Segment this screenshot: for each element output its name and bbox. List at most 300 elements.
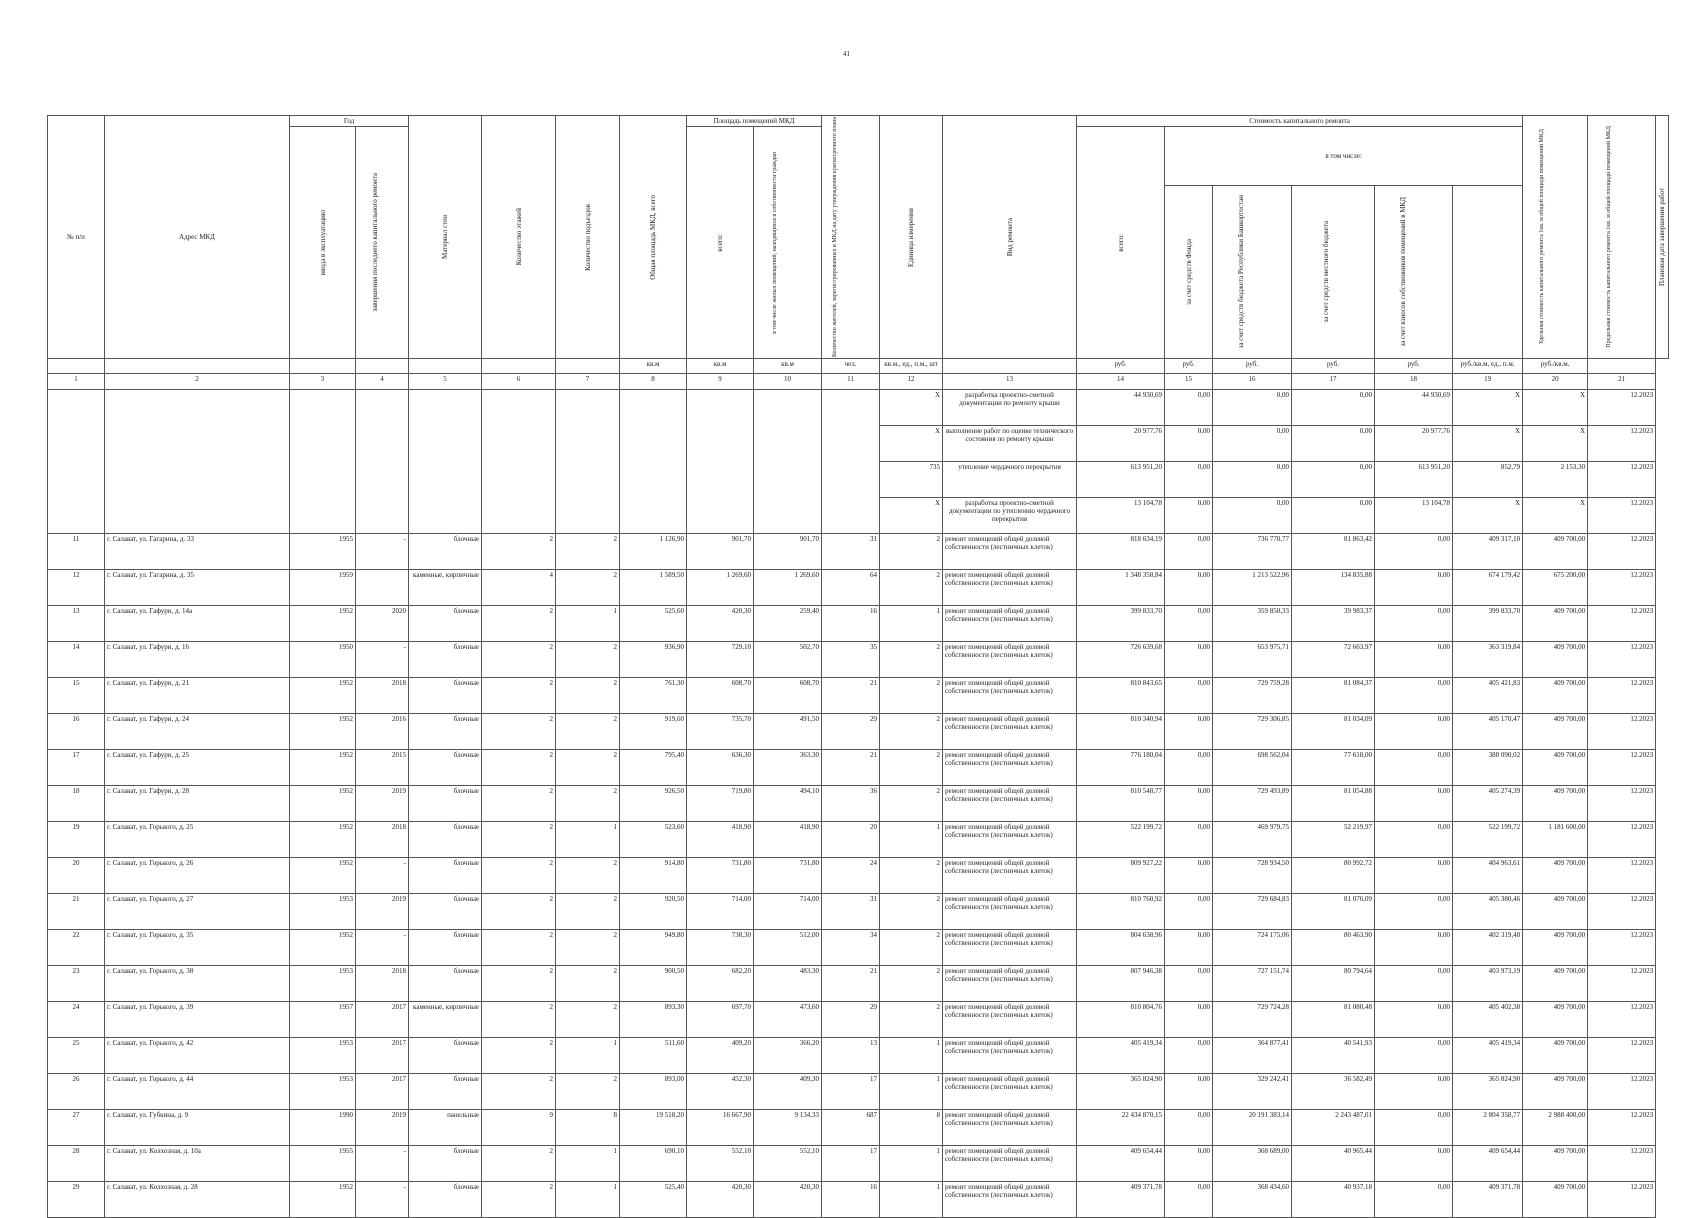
cell-entrances: 2 [556,1002,620,1038]
cell-num: 13 [48,606,105,642]
cell-limit-cost: 409 700,00 [1523,1038,1588,1074]
cell-cost-total: 613 951,20 [1077,462,1165,498]
cell-year-commission: 1952 [290,606,356,642]
cell-year-commission: 1953 [290,1038,356,1074]
cell-wall-material: блочные [409,822,482,858]
cell-premises-fund: 491,50 [754,714,822,750]
cell-cost-republic: 1 213 522,96 [1213,570,1292,606]
table-row [48,678,1669,714]
cell-quantity: 1 [880,1146,943,1182]
cell-cost-owners: 0,00 [1375,1002,1453,1038]
cell-num: 18 [48,786,105,822]
column-index: 14 [1077,374,1165,390]
cell-repair-type: ремонт помещений общей долевой собственности (лестничных клеток) [943,1110,1077,1146]
cell-address: г. Салават, ул. Гагарина, д. 35 [105,570,290,606]
cell-floors: 2 [482,1002,556,1038]
cell-cost-republic: 728 934,50 [1213,858,1292,894]
table-row [48,966,1669,1002]
cell-wall-material: блочные [409,606,482,642]
table-row [48,534,1669,570]
unit-cost-republic: руб. [1213,359,1292,374]
cell-year-commission: 1990 [290,1110,356,1146]
cell-premises-fund: 259,40 [754,606,822,642]
cell-cost-total: 409 654,44 [1077,1146,1165,1182]
cell-premises-total: 682,20 [687,966,754,1002]
cell-num: 16 [48,714,105,750]
cell-cost-owners: 0,00 [1375,570,1453,606]
cell-unit-cost: 409 317,10 [1453,534,1523,570]
cell-limit-cost: 409 700,00 [1523,606,1588,642]
cell-num: 20 [48,858,105,894]
cell-entrances: 2 [556,966,620,1002]
cell-residents: 21 [822,750,880,786]
cell-cost-owners: 0,00 [1375,714,1453,750]
cell-deadline: 12.2023 [1588,498,1656,534]
cell-address: г. Салават, ул. Колхозная, д. 28 [105,1182,290,1218]
cell-deadline: 12.2023 [1588,390,1656,426]
cell-cost-local: 134 835,88 [1292,570,1375,606]
column-index: 5 [409,374,482,390]
cell-year-commission: 1953 [290,894,356,930]
cell-entrances: 1 [556,1146,620,1182]
cell-premises-fund: 363,30 [754,750,822,786]
cell-residents: 21 [822,966,880,1002]
empty-cell [620,390,687,534]
cell-quantity: X [880,498,943,534]
cell-cost-owners: 0,00 [1375,1146,1453,1182]
cell-limit-cost: 409 700,00 [1523,1182,1588,1218]
cell-total-area: 523,60 [620,822,687,858]
cell-cost-owners: 44 930,69 [1375,390,1453,426]
cell-premises-total: 1 269,60 [687,570,754,606]
cell-repair-type: ремонт помещений общей долевой собственности (лестничных клеток) [943,642,1077,678]
cell-cost-local: 39 983,37 [1292,606,1375,642]
cell-entrances: 2 [556,714,620,750]
cell-cost-republic: 729 724,28 [1213,1002,1292,1038]
cell-entrances: 2 [556,750,620,786]
cell-total-area: 919,60 [620,714,687,750]
cell-cost-total: 809 927,22 [1077,858,1165,894]
cell-year-last-repair: 2019 [356,894,409,930]
cell-num: 29 [48,1182,105,1218]
page-number: 41 [843,50,850,58]
cell-cost-republic: 729 306,85 [1213,714,1292,750]
cell-cost-republic: 729 493,89 [1213,786,1292,822]
cell-premises-total: 418,90 [687,822,754,858]
cell-floors: 2 [482,1182,556,1218]
header-premises-group: Площадь помещений МКД [687,116,822,127]
cell-premises-fund: 9 134,33 [754,1110,822,1146]
cell-quantity: X [880,390,943,426]
empty-cell [482,390,556,534]
column-index: 11 [822,374,880,390]
cell-cost-owners: 0,00 [1375,1038,1453,1074]
cell-floors: 2 [482,858,556,894]
cell-address: г. Салават, ул. Горького, д. 35 [105,930,290,966]
cell-year-commission: 1952 [290,1182,356,1218]
cell-wall-material: блочные [409,678,482,714]
table-row [48,894,1669,930]
cell-residents: 31 [822,894,880,930]
cell-repair-type: ремонт помещений общей долевой собственности (лестничных клеток) [943,930,1077,966]
cell-num: 23 [48,966,105,1002]
cell-cost-local: 81 076,09 [1292,894,1375,930]
cell-address: г. Салават, ул. Горького, д. 38 [105,966,290,1002]
column-index: 19 [1453,374,1523,390]
cell-residents: 20 [822,822,880,858]
cell-residents: 29 [822,714,880,750]
cell-repair-type: выполнение работ по оценке технического состояния по ремонту крыши [943,426,1077,462]
cell-year-commission: 1952 [290,858,356,894]
cell-premises-total: 901,70 [687,534,754,570]
cell-unit-cost: X [1453,498,1523,534]
cell-entrances: 2 [556,858,620,894]
cell-limit-cost: 2 988 400,00 [1523,1110,1588,1146]
cell-floors: 2 [482,678,556,714]
cell-year-last-repair: 2016 [356,714,409,750]
cell-cost-fund: 0,00 [1165,1074,1213,1110]
cell-limit-cost: 409 700,00 [1523,534,1588,570]
cell-deadline: 12.2023 [1588,966,1656,1002]
cell-cost-owners: 0,00 [1375,894,1453,930]
header-total-area: Общая площадь МКД, всего [620,116,687,359]
cell-floors: 2 [482,930,556,966]
header-num: № п/п [48,116,105,359]
cell-repair-type: ремонт помещений общей долевой собственности (лестничных клеток) [943,786,1077,822]
cell-cost-republic: 0,00 [1213,498,1292,534]
table-row [48,606,1669,642]
cell-cost-local: 81 863,42 [1292,534,1375,570]
cell-wall-material: блочные [409,1182,482,1218]
cell-unit-cost: 409 654,44 [1453,1146,1523,1182]
unit-limit-cost: руб./кв.м. [1523,359,1588,374]
cell-wall-material: блочные [409,750,482,786]
cell-address: г. Салават, ул. Горького, д. 25 [105,822,290,858]
cell-premises-fund: 714,00 [754,894,822,930]
cell-cost-fund: 0,00 [1165,498,1213,534]
cell-repair-type: ремонт помещений общей долевой собственности (лестничных клеток) [943,858,1077,894]
cell-cost-local: 0,00 [1292,426,1375,462]
table-row-continuation [48,390,1669,426]
cell-quantity: 2 [880,930,943,966]
cell-quantity: 2 [880,534,943,570]
cell-year-last-repair: - [356,858,409,894]
cell-entrances: 1 [556,822,620,858]
cell-quantity: 1 [880,1074,943,1110]
cell-total-area: 1 126,90 [620,534,687,570]
cell-year-last-repair: - [356,1146,409,1182]
cell-deadline: 12.2023 [1588,1002,1656,1038]
cell-year-last-repair: 2017 [356,1002,409,1038]
cell-residents: 29 [822,1002,880,1038]
cell-cost-republic: 469 979,75 [1213,822,1292,858]
cell-premises-fund: 512,00 [754,930,822,966]
cell-limit-cost: 409 700,00 [1523,1146,1588,1182]
cell-total-area: 926,50 [620,786,687,822]
cell-deadline: 12.2023 [1588,1146,1656,1182]
cell-cost-total: 409 371,78 [1077,1182,1165,1218]
cell-deadline: 12.2023 [1588,714,1656,750]
cell-quantity: 2 [880,570,943,606]
cell-cost-fund: 0,00 [1165,1038,1213,1074]
cell-address: г. Салават, ул. Горького, д. 39 [105,1002,290,1038]
cell-cost-republic: 0,00 [1213,426,1292,462]
cell-year-last-repair: 2015 [356,750,409,786]
cell-wall-material: блочные [409,534,482,570]
cell-cost-republic: 727 151,74 [1213,966,1292,1002]
cell-deadline: 12.2023 [1588,858,1656,894]
cell-cost-local: 2 243 487,01 [1292,1110,1375,1146]
cell-floors: 2 [482,714,556,750]
cell-residents: 64 [822,570,880,606]
cell-unit-cost: 399 833,70 [1453,606,1523,642]
cell-premises-fund: 409,30 [754,1074,822,1110]
cell-premises-fund: 608,70 [754,678,822,714]
cell-repair-type: ремонт помещений общей долевой собственности (лестничных клеток) [943,966,1077,1002]
cell-unit-cost: 405 421,83 [1453,678,1523,714]
cell-deadline: 12.2023 [1588,1074,1656,1110]
cell-cost-owners: 0,00 [1375,966,1453,1002]
cell-residents: 17 [822,1146,880,1182]
header-entrances: Количество подъездов [556,116,620,359]
cell-deadline: 12.2023 [1588,1110,1656,1146]
cell-unit-cost: 405 419,34 [1453,1038,1523,1074]
cell-residents: 13 [822,1038,880,1074]
cell-cost-total: 810 760,92 [1077,894,1165,930]
cell-cost-total: 810 548,77 [1077,786,1165,822]
cell-entrances: 2 [556,894,620,930]
cell-cost-fund: 0,00 [1165,750,1213,786]
cell-repair-type: утепление чердачного перекрытия [943,462,1077,498]
cell-year-last-repair: - [356,642,409,678]
cell-num: 19 [48,822,105,858]
cell-address: г. Салават, ул. Гафури, д. 16 [105,642,290,678]
column-index: 7 [556,374,620,390]
cell-quantity: 1 [880,606,943,642]
cell-wall-material: блочные [409,894,482,930]
table-row [48,714,1669,750]
cell-deadline: 12.2023 [1588,642,1656,678]
cell-total-area: 525,60 [620,606,687,642]
cell-cost-republic: 736 770,77 [1213,534,1292,570]
cell-wall-material: блочные [409,714,482,750]
cell-total-area: 690,10 [620,1146,687,1182]
cell-total-area: 19 518,20 [620,1110,687,1146]
cell-cost-fund: 0,00 [1165,426,1213,462]
cell-cost-fund: 0,00 [1165,858,1213,894]
cell-cost-owners: 0,00 [1375,750,1453,786]
cell-cost-total: 405 419,34 [1077,1038,1165,1074]
cell-deadline: 12.2023 [1588,822,1656,858]
cell-year-last-repair: 2019 [356,1110,409,1146]
cell-premises-total: 452,30 [687,1074,754,1110]
cell-cost-republic: 368 689,00 [1213,1146,1292,1182]
cell-cost-local: 40 937,18 [1292,1182,1375,1218]
unit-cost-owners: руб. [1375,359,1453,374]
cell-repair-type: ремонт помещений общей долевой собственности (лестничных клеток) [943,1182,1077,1218]
cell-cost-owners: 0,00 [1375,642,1453,678]
cell-cost-fund: 0,00 [1165,822,1213,858]
cell-deadline: 12.2023 [1588,426,1656,462]
cell-year-last-repair: 2018 [356,966,409,1002]
cell-cost-total: 22 434 870,15 [1077,1110,1165,1146]
cell-year-commission: 1952 [290,822,356,858]
header-cost-owners: за счет взносов собственников помещений в МКД [1375,186,1453,359]
cell-entrances: 1 [556,1038,620,1074]
column-index: 8 [620,374,687,390]
cell-quantity: 2 [880,894,943,930]
cell-unit-cost: 365 824,90 [1453,1074,1523,1110]
cell-address: г. Салават, ул. Колхозная, д. 10а [105,1146,290,1182]
cell-cost-fund: 0,00 [1165,786,1213,822]
cell-premises-total: 697,70 [687,1002,754,1038]
cell-wall-material: каменные, кирпичные [409,1002,482,1038]
cell-cost-fund: 0,00 [1165,390,1213,426]
unit-measure: кв.м., ед., п.м., шт [880,359,943,374]
cell-residents: 31 [822,534,880,570]
cell-quantity: 2 [880,786,943,822]
cell-address: г. Салават, ул. Горького, д. 26 [105,858,290,894]
cell-repair-type: ремонт помещений общей долевой собственности (лестничных клеток) [943,1002,1077,1038]
cell-unit-cost: 405 170,47 [1453,714,1523,750]
cell-floors: 2 [482,894,556,930]
cell-total-area: 900,50 [620,966,687,1002]
cell-num: 11 [48,534,105,570]
header-cost-group: Стоимость капитального ремонта [1077,116,1523,127]
cell-unit-cost: 522 199,72 [1453,822,1523,858]
cell-limit-cost: 675 200,00 [1523,570,1588,606]
header-repair-type: Вид ремонта [943,116,1077,359]
cell-residents: 34 [822,930,880,966]
cell-wall-material: каменные, кирпичные [409,570,482,606]
cell-unit-cost: 363 319,84 [1453,642,1523,678]
table-row [48,1110,1669,1146]
cell-year-last-repair: - [356,930,409,966]
cell-residents: 21 [822,678,880,714]
cell-premises-total: 731,80 [687,858,754,894]
cell-quantity: 1 [880,1182,943,1218]
capital-repair-table-container [47,115,1669,1218]
unit-premises-total: кв.м [687,359,754,374]
cell-num: 28 [48,1146,105,1182]
cell-cost-fund: 0,00 [1165,930,1213,966]
cell-cost-local: 81 080,48 [1292,1002,1375,1038]
cell-cost-owners: 0,00 [1375,606,1453,642]
cell-cost-republic: 364 877,41 [1213,1038,1292,1074]
cell-entrances: 2 [556,1074,620,1110]
cell-cost-total: 522 199,72 [1077,822,1165,858]
cell-cost-total: 399 833,70 [1077,606,1165,642]
cell-num: 21 [48,894,105,930]
cell-year-last-repair [356,570,409,606]
column-index-row [48,374,1669,390]
cell-cost-republic: 368 434,60 [1213,1182,1292,1218]
header-limit-cost: Предельная стоимость капитального ремонта 1кв. м общей площади помещений МКД [1588,116,1656,359]
cell-unit-cost: 404 963,61 [1453,858,1523,894]
cell-deadline: 12.2023 [1588,462,1656,498]
cell-cost-fund: 0,00 [1165,1182,1213,1218]
cell-cost-local: 0,00 [1292,498,1375,534]
cell-premises-total: 552,10 [687,1146,754,1182]
cell-cost-fund: 0,00 [1165,714,1213,750]
cell-floors: 2 [482,786,556,822]
table-row [48,786,1669,822]
cell-entrances: 2 [556,570,620,606]
cell-wall-material: блочные [409,858,482,894]
header-cost-fund: за счет средств Фонда [1165,186,1213,359]
cell-premises-total: 409,20 [687,1038,754,1074]
cell-repair-type: ремонт помещений общей долевой собственности (лестничных клеток) [943,534,1077,570]
unit-unit-cost: руб./кв.м, ед., п.м. [1453,359,1523,374]
cell-cost-republic: 359 850,33 [1213,606,1292,642]
cell-cost-owners: 13 104,78 [1375,498,1453,534]
cell-cost-fund: 0,00 [1165,534,1213,570]
cell-cost-local: 80 794,64 [1292,966,1375,1002]
cell-floors: 2 [482,1038,556,1074]
cell-num: 22 [48,930,105,966]
cell-repair-type: разработка проектно-сметной документации по ремонту крыши [943,390,1077,426]
cell-address: г. Салават, ул. Гафури, д. 24 [105,714,290,750]
cell-repair-type: ремонт помещений общей долевой собственности (лестничных клеток) [943,714,1077,750]
cell-deadline: 12.2023 [1588,894,1656,930]
cell-wall-material: блочные [409,1146,482,1182]
empty-cell [822,390,880,534]
cell-entrances: 2 [556,930,620,966]
cell-cost-total: 776 180,04 [1077,750,1165,786]
cell-cost-owners: 0,00 [1375,858,1453,894]
cell-cost-local: 81 034,09 [1292,714,1375,750]
empty-cell [356,390,409,534]
cell-residents: 16 [822,606,880,642]
column-index: 15 [1165,374,1213,390]
cell-limit-cost: 409 700,00 [1523,642,1588,678]
cell-total-area: 920,50 [620,894,687,930]
cell-quantity: 2 [880,642,943,678]
cell-year-commission: 1952 [290,678,356,714]
cell-year-last-repair: - [356,534,409,570]
cell-deadline: 12.2023 [1588,786,1656,822]
cell-floors: 2 [482,534,556,570]
header-cost-local: за счет средств местного бюджета [1292,186,1375,359]
cell-num: 25 [48,1038,105,1074]
cell-deadline: 12.2023 [1588,678,1656,714]
cell-premises-fund: 901,70 [754,534,822,570]
cell-wall-material: блочные [409,642,482,678]
cell-cost-republic: 729 759,28 [1213,678,1292,714]
cell-cost-local: 36 582,49 [1292,1074,1375,1110]
cell-limit-cost: X [1523,426,1588,462]
cell-premises-total: 420,30 [687,606,754,642]
cell-quantity: 1 [880,1038,943,1074]
cell-premises-total: 735,70 [687,714,754,750]
cell-cost-total: 1 348 358,84 [1077,570,1165,606]
cell-floors: 4 [482,570,556,606]
cell-cost-republic: 329 242,41 [1213,1074,1292,1110]
cell-cost-fund: 0,00 [1165,1110,1213,1146]
cell-num: 14 [48,642,105,678]
cell-unit-cost: 405 380,46 [1453,894,1523,930]
cell-num: 15 [48,678,105,714]
cell-entrances: 2 [556,642,620,678]
cell-cost-republic: 729 684,83 [1213,894,1292,930]
cell-address: г. Салават, ул. Горького, д. 42 [105,1038,290,1074]
header-wall-material: Материал стен [409,116,482,359]
cell-quantity: 1 [880,822,943,858]
table-row [48,858,1669,894]
cell-floors: 2 [482,1074,556,1110]
cell-year-last-repair: 2019 [356,786,409,822]
cell-quantity: 2 [880,678,943,714]
